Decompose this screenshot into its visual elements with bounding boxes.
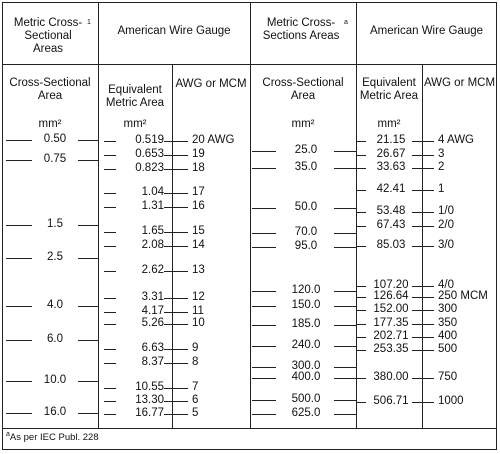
tick-mark <box>104 193 116 194</box>
tick-mark <box>412 350 434 351</box>
metric-value: 25.0 <box>294 144 318 156</box>
header-right-metric <box>250 17 356 43</box>
awg-value: 11 <box>192 305 204 317</box>
metric-value: 120.0 <box>291 284 321 296</box>
tick-mark <box>252 168 276 169</box>
awg-value: 9 <box>192 342 199 354</box>
metric-value: 4.0 <box>47 299 63 311</box>
tick-mark <box>356 141 366 142</box>
awg-value: 18 <box>192 162 205 174</box>
unit-mm2: mm² <box>291 118 315 130</box>
footnote-sup: a <box>6 431 10 438</box>
tick-mark <box>356 246 366 247</box>
awg-value: 400 <box>438 330 458 342</box>
tick-mark <box>252 346 276 347</box>
metric-value: 35.0 <box>294 161 318 173</box>
subheader-equivalent-metric-area-2: Equivalent Metric Area <box>359 77 419 102</box>
tick-mark <box>78 381 98 382</box>
tick-mark <box>6 413 32 414</box>
tick-mark <box>412 324 434 325</box>
tick-mark <box>412 337 434 338</box>
metric-value: 16.0 <box>43 406 67 418</box>
subheader-cross-sectional-area: Cross-Sectional Area <box>9 77 91 102</box>
tick-mark <box>334 367 356 368</box>
tick-mark <box>104 349 116 350</box>
equivalent-value: 0.519 <box>135 134 164 146</box>
metric-value: 6.0 <box>47 333 63 345</box>
awg-value: 750 <box>438 371 458 383</box>
tick-mark <box>412 155 434 156</box>
tick-mark <box>104 232 116 233</box>
footer-divider <box>2 428 497 429</box>
tick-mark <box>252 291 276 292</box>
equivalent-value: 1.65 <box>141 225 164 237</box>
tick-mark <box>334 346 356 347</box>
awg-value: 15 <box>192 225 205 237</box>
tick-mark <box>356 378 366 379</box>
awg-value: 6 <box>192 394 199 406</box>
tick-mark <box>104 298 116 299</box>
metric-value: 95.0 <box>294 240 318 252</box>
metric-value: 50.0 <box>294 201 318 213</box>
metric-value: 625.0 <box>291 407 321 419</box>
tick-mark <box>104 388 116 389</box>
tick-mark <box>104 363 116 364</box>
footnote <box>6 432 99 443</box>
equivalent-value: 1.31 <box>141 200 164 212</box>
metric-value: 0.50 <box>43 133 67 145</box>
unit-mm2: mm² <box>377 118 401 130</box>
subheader-cross-sectional-area-2: Cross-Sectional Area <box>262 77 344 102</box>
tick-mark <box>164 155 188 156</box>
column-divider <box>356 2 357 428</box>
tick-mark <box>412 141 434 142</box>
equivalent-value: 67.43 <box>376 219 406 231</box>
tick-mark <box>412 212 434 213</box>
tick-mark <box>356 226 366 227</box>
tick-mark <box>356 212 366 213</box>
awg-value: 1000 <box>438 395 464 407</box>
awg-value: 2/0 <box>438 219 454 231</box>
tick-mark <box>164 193 188 194</box>
equivalent-value: 380.00 <box>373 371 409 383</box>
awg-value: 300 <box>438 303 458 315</box>
equivalent-value: 85.03 <box>376 239 406 251</box>
tick-mark <box>6 381 32 382</box>
tick-mark <box>164 232 188 233</box>
tick-mark <box>356 350 366 351</box>
awg-value: 4 AWG <box>438 134 474 146</box>
tick-mark <box>412 246 434 247</box>
tick-mark <box>252 378 276 379</box>
metric-value: 185.0 <box>291 318 321 330</box>
metric-value: 2.5 <box>47 251 63 263</box>
subheader-equivalent-metric-area: Equivalent Metric Area <box>105 84 165 109</box>
tick-mark <box>356 168 366 169</box>
tick-mark <box>412 168 434 169</box>
tick-mark <box>6 306 32 307</box>
tick-mark <box>334 151 356 152</box>
tick-mark <box>164 141 188 142</box>
tick-mark <box>412 226 434 227</box>
tick-mark <box>356 310 366 311</box>
tick-mark <box>356 155 366 156</box>
tick-mark <box>252 414 276 415</box>
awg-value: 13 <box>192 264 205 276</box>
subheader-awg-or-mcm: AWG or MCM <box>175 78 247 90</box>
unit-mm2: mm² <box>38 118 62 130</box>
tick-mark <box>104 141 116 142</box>
tick-mark <box>356 402 366 403</box>
header-left-awg: American Wire Gauge <box>117 25 231 37</box>
equivalent-value: 53.48 <box>376 205 406 217</box>
tick-mark <box>334 208 356 209</box>
metric-value: 1.5 <box>47 218 63 230</box>
tick-mark <box>334 400 356 401</box>
equivalent-value: 0.653 <box>135 148 164 160</box>
awg-value: 4/0 <box>438 279 454 291</box>
tick-mark <box>164 349 188 350</box>
tick-mark <box>6 258 32 259</box>
metric-value: 500.0 <box>291 393 321 405</box>
header-left-metric-text: Metric Cross-Sectional Areas <box>13 17 83 55</box>
metric-value: 10.0 <box>43 374 67 386</box>
equivalent-value: 5.26 <box>141 317 164 329</box>
awg-value: 2 <box>438 161 445 173</box>
metric-value: 150.0 <box>291 299 321 311</box>
tick-mark <box>78 306 98 307</box>
header-left-metric <box>2 17 98 56</box>
metric-value: 240.0 <box>291 339 321 351</box>
tick-mark <box>412 402 434 403</box>
tick-mark <box>412 297 434 298</box>
tick-mark <box>164 246 188 247</box>
equivalent-value: 152.00 <box>373 303 409 315</box>
awg-value: 17 <box>192 186 205 198</box>
tick-mark <box>334 325 356 326</box>
metric-value: 300.0 <box>291 360 321 372</box>
tick-mark <box>334 291 356 292</box>
tick-mark <box>164 169 188 170</box>
tick-mark <box>164 363 188 364</box>
equivalent-value: 1.04 <box>141 186 164 198</box>
tick-mark <box>104 246 116 247</box>
tick-mark <box>252 325 276 326</box>
header-left-metric-sup: 1 <box>87 19 91 26</box>
header-right-awg: American Wire Gauge <box>369 25 484 37</box>
equivalent-value: 26.67 <box>376 148 406 160</box>
metric-value: 400.0 <box>291 371 321 383</box>
tick-mark <box>356 190 366 191</box>
awg-value: 3 <box>438 148 445 160</box>
header-right-metric-sup: a <box>344 19 348 26</box>
tick-mark <box>104 207 116 208</box>
equivalent-value: 506.71 <box>373 395 409 407</box>
tick-mark <box>334 306 356 307</box>
tick-mark <box>6 160 32 161</box>
tick-mark <box>104 414 116 415</box>
tick-mark <box>164 207 188 208</box>
header-divider <box>2 64 497 65</box>
tick-mark <box>356 324 366 325</box>
awg-value: 250 MCM <box>438 290 488 302</box>
awg-value: 20 AWG <box>192 134 235 146</box>
tick-mark <box>164 298 188 299</box>
tick-mark <box>78 140 98 141</box>
awg-value: 16 <box>192 200 205 212</box>
subheader-awg-or-mcm-2: AWG or MCM <box>423 77 496 89</box>
tick-mark <box>78 258 98 259</box>
tick-mark <box>334 168 356 169</box>
awg-value: 12 <box>192 291 205 303</box>
equivalent-value: 6.63 <box>141 342 164 354</box>
tick-mark <box>164 401 188 402</box>
tick-mark <box>6 225 32 226</box>
equivalent-value: 4.17 <box>141 305 164 317</box>
awg-value: 3/0 <box>438 239 454 251</box>
tick-mark <box>104 312 116 313</box>
tick-mark <box>6 140 32 141</box>
awg-value: 5 <box>192 407 199 419</box>
equivalent-value: 2.62 <box>141 264 164 276</box>
tick-mark <box>412 310 434 311</box>
equivalent-value: 42.41 <box>376 183 406 195</box>
awg-value: 1/0 <box>438 205 454 217</box>
equivalent-value: 2.08 <box>141 239 164 251</box>
tick-mark <box>252 233 276 234</box>
tick-mark <box>252 400 276 401</box>
tick-mark <box>78 413 98 414</box>
tick-mark <box>104 155 116 156</box>
tick-mark <box>252 151 276 152</box>
tick-mark <box>334 247 356 248</box>
tick-mark <box>334 414 356 415</box>
tick-mark <box>6 340 32 341</box>
equivalent-value: 202.71 <box>373 330 409 342</box>
tick-mark <box>104 324 116 325</box>
equivalent-value: 177.35 <box>373 317 409 329</box>
tick-mark <box>164 324 188 325</box>
tick-mark <box>104 271 116 272</box>
equivalent-value: 21.15 <box>376 134 406 146</box>
awg-value: 14 <box>192 239 205 251</box>
tick-mark <box>356 297 366 298</box>
metric-value: 0.75 <box>43 153 67 165</box>
tick-mark <box>412 378 434 379</box>
equivalent-value: 33.63 <box>376 161 406 173</box>
awg-value: 7 <box>192 381 199 393</box>
column-divider <box>98 2 99 428</box>
awg-value: 19 <box>192 148 205 160</box>
awg-value: 500 <box>438 343 458 355</box>
tick-mark <box>356 286 366 287</box>
tick-mark <box>164 271 188 272</box>
tick-mark <box>252 247 276 248</box>
metric-value: 70.0 <box>294 226 318 238</box>
tick-mark <box>164 414 188 415</box>
equivalent-value: 126.64 <box>373 290 409 302</box>
equivalent-value: 253.35 <box>373 343 409 355</box>
tick-mark <box>412 190 434 191</box>
tick-mark <box>252 306 276 307</box>
header-right-metric-text: Metric Cross-Sections Areas <box>262 17 340 42</box>
awg-value: 1 <box>438 183 445 195</box>
tick-mark <box>356 337 366 338</box>
tick-mark <box>78 225 98 226</box>
equivalent-value: 13.30 <box>135 394 164 406</box>
tick-mark <box>104 169 116 170</box>
tick-mark <box>78 160 98 161</box>
awg-value: 10 <box>192 317 205 329</box>
tick-mark <box>78 340 98 341</box>
tick-mark <box>164 388 188 389</box>
tick-mark <box>412 286 434 287</box>
equivalent-value: 10.55 <box>135 381 164 393</box>
awg-value: 8 <box>192 356 199 368</box>
equivalent-value: 16.77 <box>135 407 164 419</box>
equivalent-value: 8.37 <box>141 356 164 368</box>
tick-mark <box>252 208 276 209</box>
equivalent-value: 0.823 <box>135 162 164 174</box>
tick-mark <box>252 367 276 368</box>
unit-mm2: mm² <box>123 118 147 130</box>
awg-value: 350 <box>438 317 458 329</box>
tick-mark <box>334 378 356 379</box>
equivalent-value: 3.31 <box>141 291 164 303</box>
column-divider <box>250 2 251 428</box>
equivalent-value: 107.20 <box>373 279 409 291</box>
footnote-text: As per IEC Publ. 228 <box>9 432 99 443</box>
tick-mark <box>104 401 116 402</box>
tick-mark <box>334 233 356 234</box>
tick-mark <box>164 312 188 313</box>
